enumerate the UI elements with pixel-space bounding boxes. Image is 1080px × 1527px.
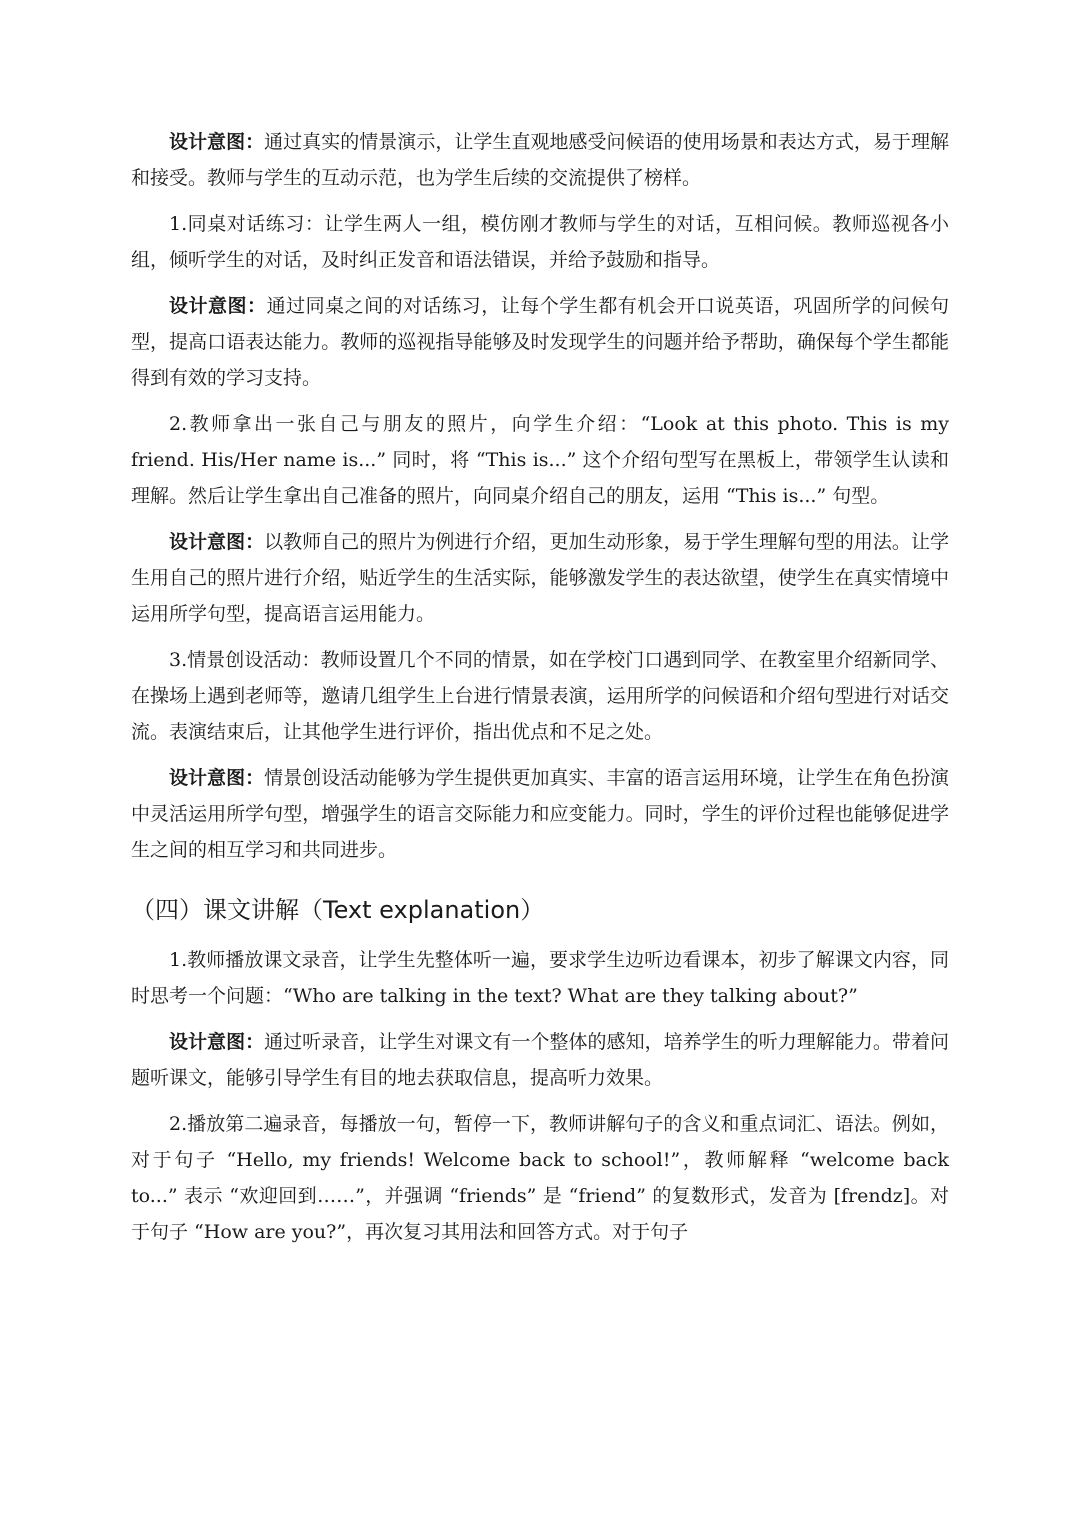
activity-paragraph [131, 942, 949, 1014]
document-page [131, 124, 949, 1260]
activity-paragraph [131, 406, 949, 514]
paragraph-text: 通过同桌之间的对话练习，让每个学生都有机会开口说英语，巩固所学的问候句型，提高口语表达能力。教师的巡视指导能够及时发现学生的问题并给予帮助，确保每个学生都能得到有效的学习支持。 [131, 295, 949, 389]
design-intent-paragraph [131, 124, 949, 196]
paragraph-text: 2.教师拿出一张自己与朋友的照片，向学生介绍：“Look at this photo. This is my friend. His/Her name is...” 同时，将 “This is...” 这个介绍句型写在黑板上，带领学生认读和理解。然后让学生拿出自己准备的照片，向同桌介绍自己的朋友，运用 “This is...” 句型。 [131, 413, 949, 507]
paragraph-text: 1.教师播放课文录音，让学生先整体听一遍，要求学生边听边看课本，初步了解课文内容，同时思考一个问题：“Who are talking in the text? What are they talking about?” [131, 949, 949, 1007]
paragraph-text: 3.情景创设活动：教师设置几个不同的情景，如在学校门口遇到同学、在教室里介绍新同学、在操场上遇到老师等，邀请几组学生上台进行情景表演，运用所学的问候语和介绍句型进行对话交流。表演结束后，让其他学生进行评价，指出优点和不足之处。 [131, 649, 949, 743]
design-intent-paragraph [131, 288, 949, 396]
design-intent-paragraph [131, 524, 949, 632]
paragraph-text: 以教师自己的照片为例进行介绍，更加生动形象，易于学生理解句型的用法。让学生用自己的照片进行介绍，贴近学生的生活实际，能够激发学生的表达欲望，使学生在真实情境中运用所学句型，提高语言运用能力。 [131, 531, 949, 625]
design-intent-paragraph [131, 1024, 949, 1096]
design-intent-label: 设计意图： [169, 131, 265, 153]
activity-paragraph [131, 1106, 949, 1250]
activity-paragraph [131, 642, 949, 750]
paragraph-text: 情景创设活动能够为学生提供更加真实、丰富的语言运用环境，让学生在角色扮演中灵活运用所学句型，增强学生的语言交际能力和应变能力。同时，学生的评价过程也能够促进学生之间的相互学习和共同进步。 [131, 767, 949, 861]
paragraph-text: 通过真实的情景演示，让学生直观地感受问候语的使用场景和表达方式，易于理解和接受。教师与学生的互动示范，也为学生后续的交流提供了榜样。 [131, 131, 949, 189]
design-intent-label: 设计意图： [169, 767, 265, 789]
design-intent-label: 设计意图： [169, 531, 265, 553]
design-intent-label: 设计意图： [169, 295, 267, 317]
paragraph-text: 1.同桌对话练习：让学生两人一组，模仿刚才教师与学生的对话，互相问候。教师巡视各小组，倾听学生的对话，及时纠正发音和语法错误，并给予鼓励和指导。 [131, 213, 949, 271]
section-heading: （四）课文讲解（Text explanation） [131, 896, 545, 924]
design-intent-paragraph [131, 760, 949, 868]
paragraph-text: 2.播放第二遍录音，每播放一句，暂停一下，教师讲解句子的含义和重点词汇、语法。例如，对于句子 “Hello, my friends! Welcome back to school!”，教师解释 “welcome back to...” 表示 “欢迎回到……”，并强调 “friends” 是 “friend” 的复数形式，发音为 [frendz]。对于句子 “How are you?”，再次复习其用法和回答方式。对于句子 [131, 1113, 949, 1243]
paragraph-text: 通过听录音，让学生对课文有一个整体的感知，培养学生的听力理解能力。带着问题听课文，能够引导学生有目的地去获取信息，提高听力效果。 [131, 1031, 949, 1089]
design-intent-label: 设计意图： [169, 1031, 265, 1053]
activity-paragraph [131, 206, 949, 278]
